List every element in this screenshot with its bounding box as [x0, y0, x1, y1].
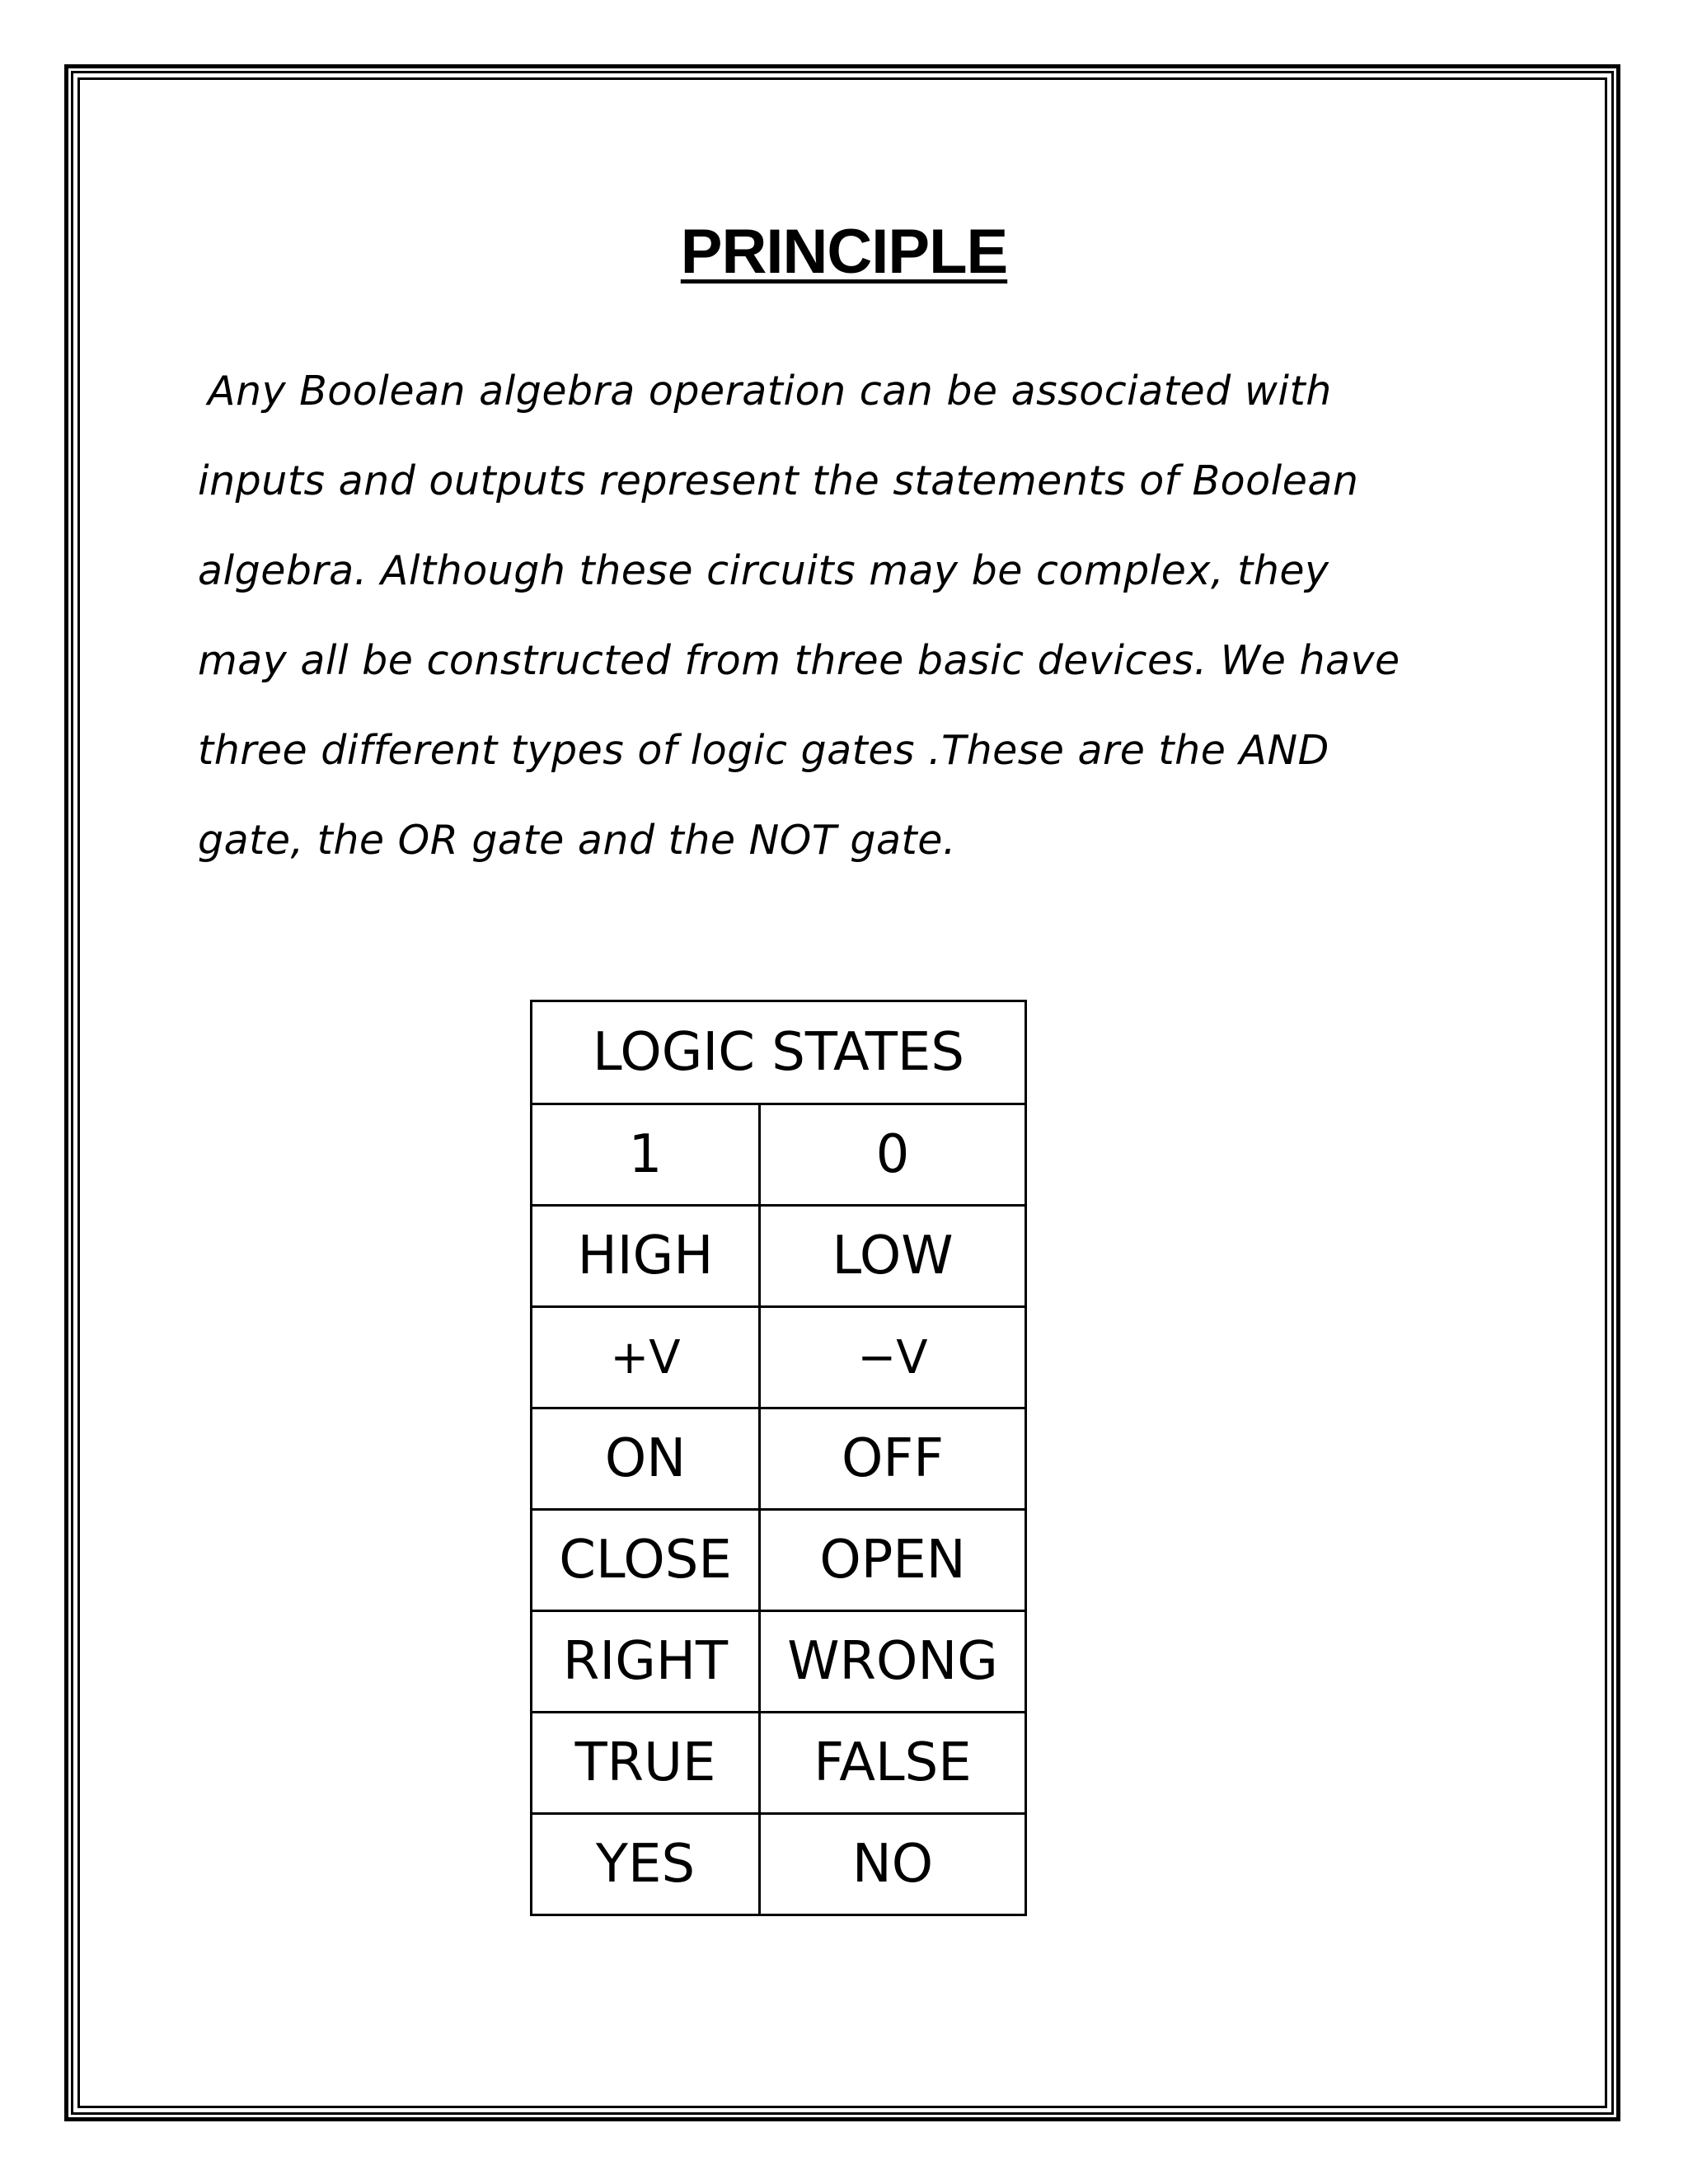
logic-states-table: [530, 1000, 1027, 1916]
table-cell-false-state: FALSE: [760, 1713, 1026, 1814]
table-row: [532, 1206, 1026, 1307]
table-cell-false-state: −V: [760, 1307, 1026, 1408]
table-header-cell: LOGIC STATES: [532, 1001, 1026, 1104]
table-row: [532, 1510, 1026, 1611]
paragraph-line: may all be constructed from three basic devices. We have: [198, 637, 1400, 684]
table-cell-false-state: 0: [760, 1104, 1026, 1206]
table-cell-false-state: WRONG: [760, 1611, 1026, 1713]
table-row: [532, 1104, 1026, 1206]
paragraph-line: gate, the OR gate and the NOT gate.: [198, 817, 956, 864]
paragraph-line: three different types of logic gates .These are the AND: [198, 727, 1329, 774]
table-row: [532, 1713, 1026, 1814]
table-cell-true-state: YES: [532, 1814, 760, 1915]
table-row: [532, 1611, 1026, 1713]
table-row: [532, 1814, 1026, 1915]
table-header-row: [532, 1001, 1026, 1104]
table-cell-true-state: +V: [532, 1307, 760, 1408]
table-cell-false-state: OFF: [760, 1408, 1026, 1510]
table-cell-true-state: TRUE: [532, 1713, 760, 1814]
paragraph-line: Any Boolean algebra operation can be associated with: [208, 368, 1332, 415]
table-row: [532, 1408, 1026, 1510]
table-row: [532, 1307, 1026, 1408]
table-cell-false-state: NO: [760, 1814, 1026, 1915]
page-title: [0, 217, 1688, 287]
table-cell-true-state: RIGHT: [532, 1611, 760, 1713]
principle-paragraph: [198, 346, 1484, 885]
table-cell-true-state: CLOSE: [532, 1510, 760, 1611]
paragraph-line: inputs and outputs represent the statements of Boolean: [198, 457, 1359, 504]
table-cell-false-state: LOW: [760, 1206, 1026, 1307]
table-cell-true-state: HIGH: [532, 1206, 760, 1307]
page-title-text: PRINCIPLE: [680, 217, 1008, 287]
table-cell-true-state: 1: [532, 1104, 760, 1206]
paragraph-line: algebra. Although these circuits may be complex, they: [198, 547, 1329, 594]
table-cell-true-state: ON: [532, 1408, 760, 1510]
table-cell-false-state: OPEN: [760, 1510, 1026, 1611]
